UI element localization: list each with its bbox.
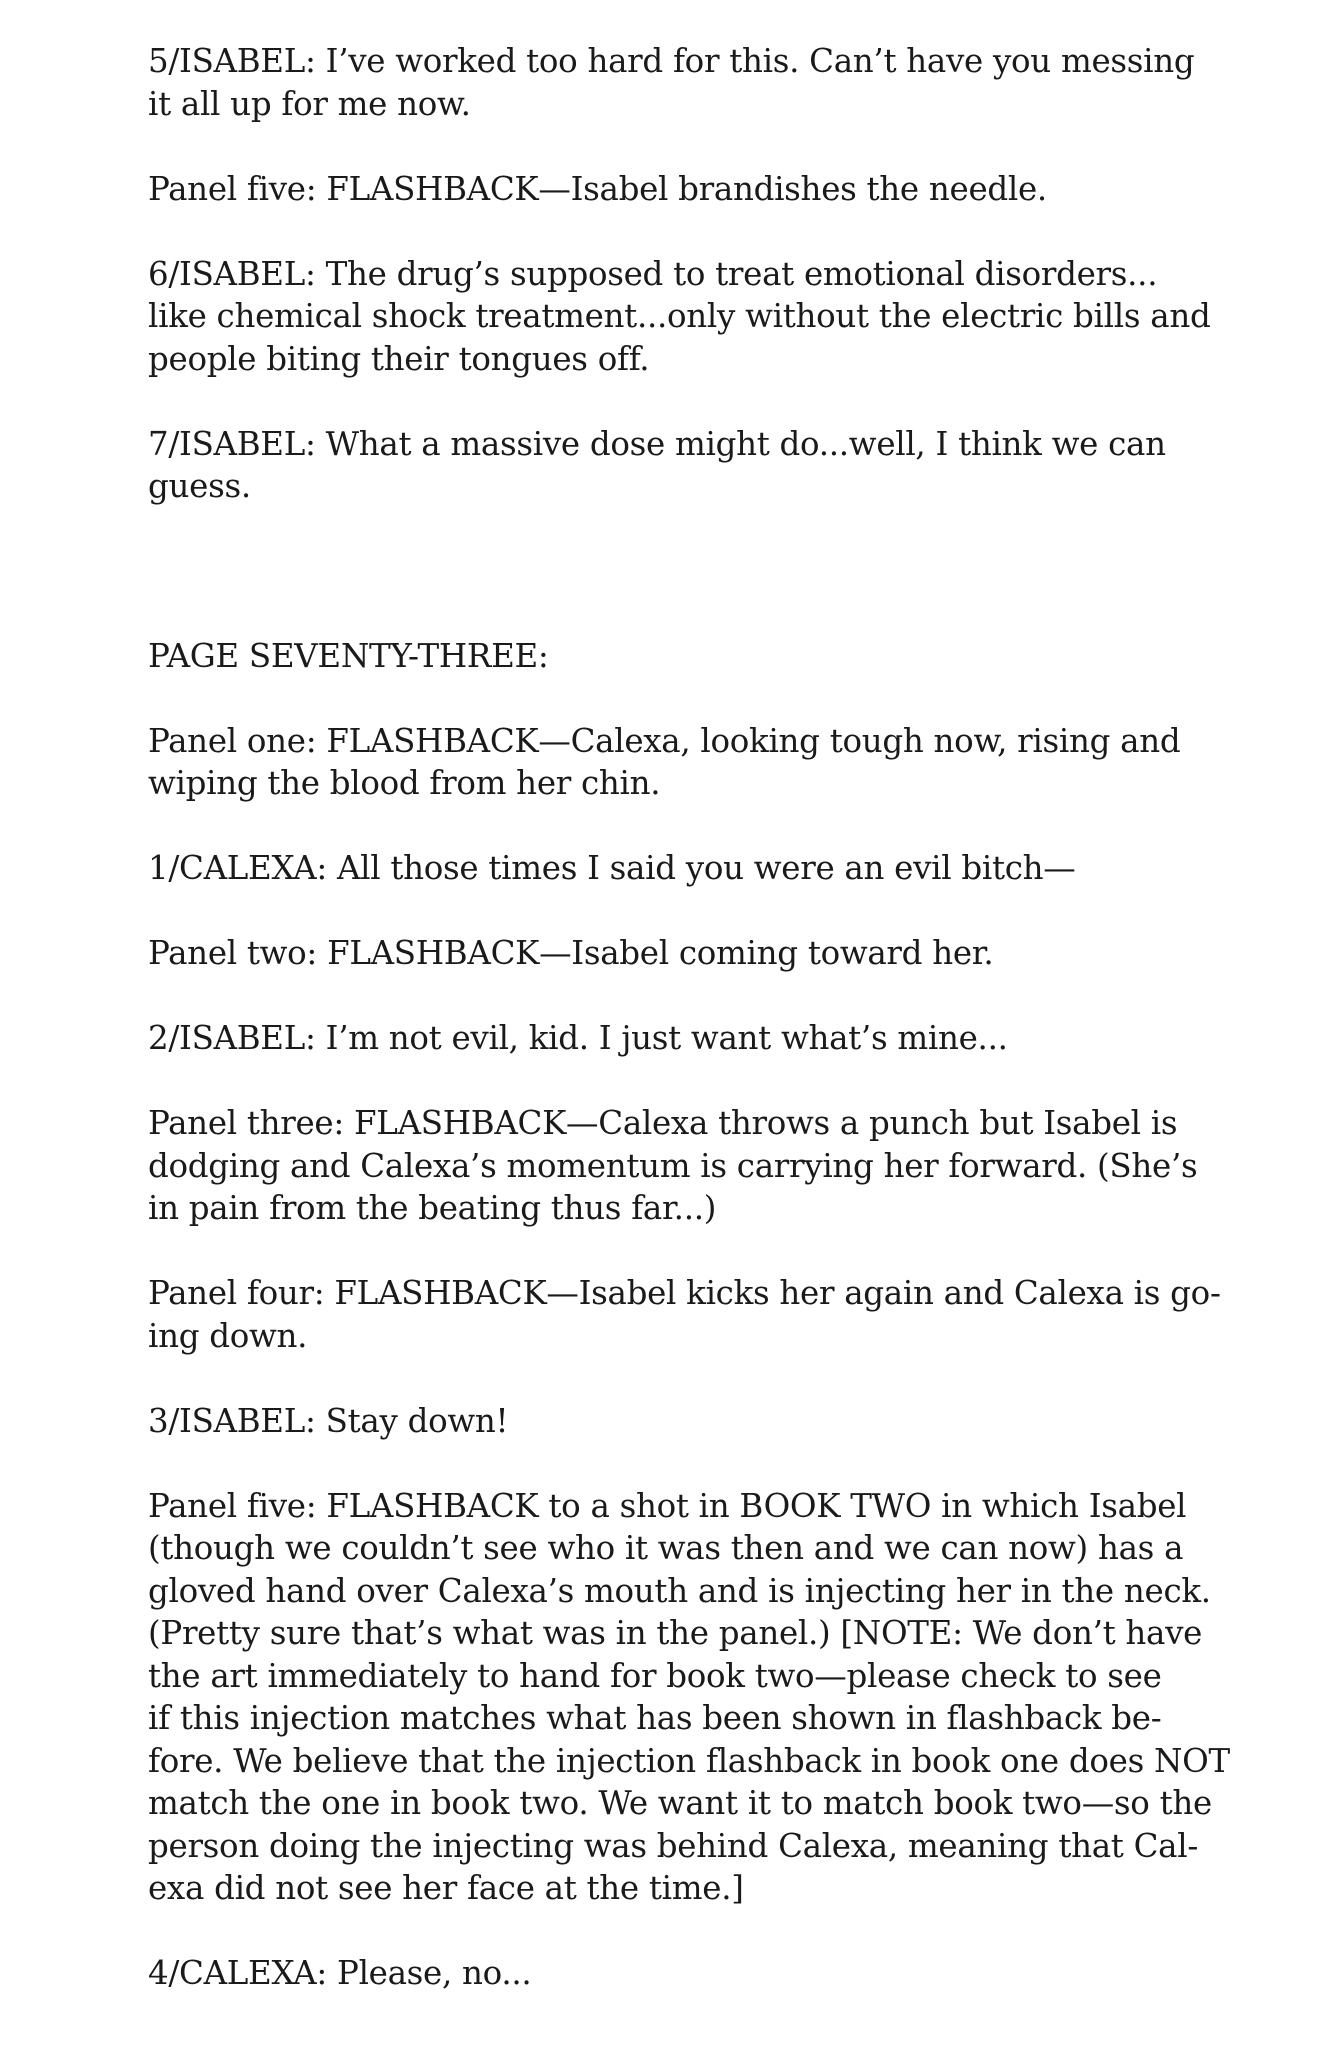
text-line: match the one in book two. We want it to match book two—so the xyxy=(148,1784,1212,1822)
dialogue-isabel-3 xyxy=(148,1400,1268,1443)
text-line: Panel four: FLASHBACK—Isabel kicks her again and Calexa is go- xyxy=(148,1274,1221,1312)
text-line: dodging and Calexa’s momentum is carrying her forward. (She’s xyxy=(148,1146,1198,1185)
text-line: if this injection matches what has been shown in flashback be- xyxy=(148,1699,1162,1737)
text-line: 2/ISABEL: I’m not evil, kid. I just want what’s mine... xyxy=(148,1019,1008,1057)
text-line: (Pretty sure that’s what was in the panel.) [NOTE: We don’t have xyxy=(148,1614,1203,1652)
text-line: it all up for me now. xyxy=(148,84,471,123)
text-line: the art immediately to hand for book two—please check to see xyxy=(148,1656,1162,1695)
page-heading xyxy=(148,635,1268,678)
text-line: gloved hand over Calexa’s mouth and is injecting her in the neck. xyxy=(148,1571,1211,1610)
text-line: person doing the injecting was behind Calexa, meaning that Cal- xyxy=(148,1826,1198,1865)
dialogue-isabel-7 xyxy=(148,423,1268,508)
text-line: Panel three: FLASHBACK—Calexa throws a punch but Isabel is xyxy=(148,1104,1178,1142)
dialogue-isabel-5 xyxy=(148,40,1268,125)
text-line: guess. xyxy=(148,467,251,505)
page-title: PAGE SEVENTY-THREE: xyxy=(148,636,549,675)
text-line: fore. We believe that the injection flashback in book one does NOT xyxy=(148,1741,1230,1780)
panel-one-description xyxy=(148,720,1268,805)
dialogue-calexa-4 xyxy=(148,1952,1268,1995)
text-line: 7/ISABEL: What a massive dose might do...well, I think we can xyxy=(148,424,1166,463)
text-line: Panel two: FLASHBACK—Isabel coming toward her. xyxy=(148,934,994,972)
text-line: like chemical shock treatment...only without the electric bills and xyxy=(148,297,1211,335)
text-line: wiping the blood from her chin. xyxy=(148,764,661,802)
panel-three-description xyxy=(148,1102,1268,1230)
dialogue-isabel-2 xyxy=(148,1017,1268,1060)
panel-four-description xyxy=(148,1272,1268,1357)
text-line: ing down. xyxy=(148,1316,308,1355)
text-line: in pain from the beating thus far...) xyxy=(148,1189,717,1227)
panel-two-description xyxy=(148,932,1268,975)
text-line: 5/ISABEL: I’ve worked too hard for this. Can’t have you messing xyxy=(148,42,1195,80)
text-line: (though we couldn’t see who it was then and we can now) has a xyxy=(148,1529,1184,1567)
text-line: Panel five: FLASHBACK to a shot in BOOK TWO in which Isabel xyxy=(148,1486,1187,1525)
text-line: 6/ISABEL: The drug’s supposed to treat emotional disorders... xyxy=(148,254,1158,293)
text-line: Panel one: FLASHBACK—Calexa, looking tough now, rising and xyxy=(148,721,1181,760)
text-line: Panel five: FLASHBACK—Isabel brandishes the needle. xyxy=(148,169,1047,208)
text-line: 4/CALEXA: Please, no... xyxy=(148,1954,532,1992)
text-line: people biting their tongues off. xyxy=(148,339,650,378)
panel-five-flashback-description xyxy=(148,1485,1268,1910)
dialogue-calexa-1 xyxy=(148,847,1268,890)
text-line: 3/ISABEL: Stay down! xyxy=(148,1401,509,1440)
panel-five-description xyxy=(148,168,1268,211)
text-line: exa did not see her face at the time.] xyxy=(148,1869,744,1907)
script-page xyxy=(148,40,1268,2037)
dialogue-isabel-6 xyxy=(148,253,1268,381)
text-line: 1/CALEXA: All those times I said you were an evil bitch— xyxy=(148,849,1076,887)
